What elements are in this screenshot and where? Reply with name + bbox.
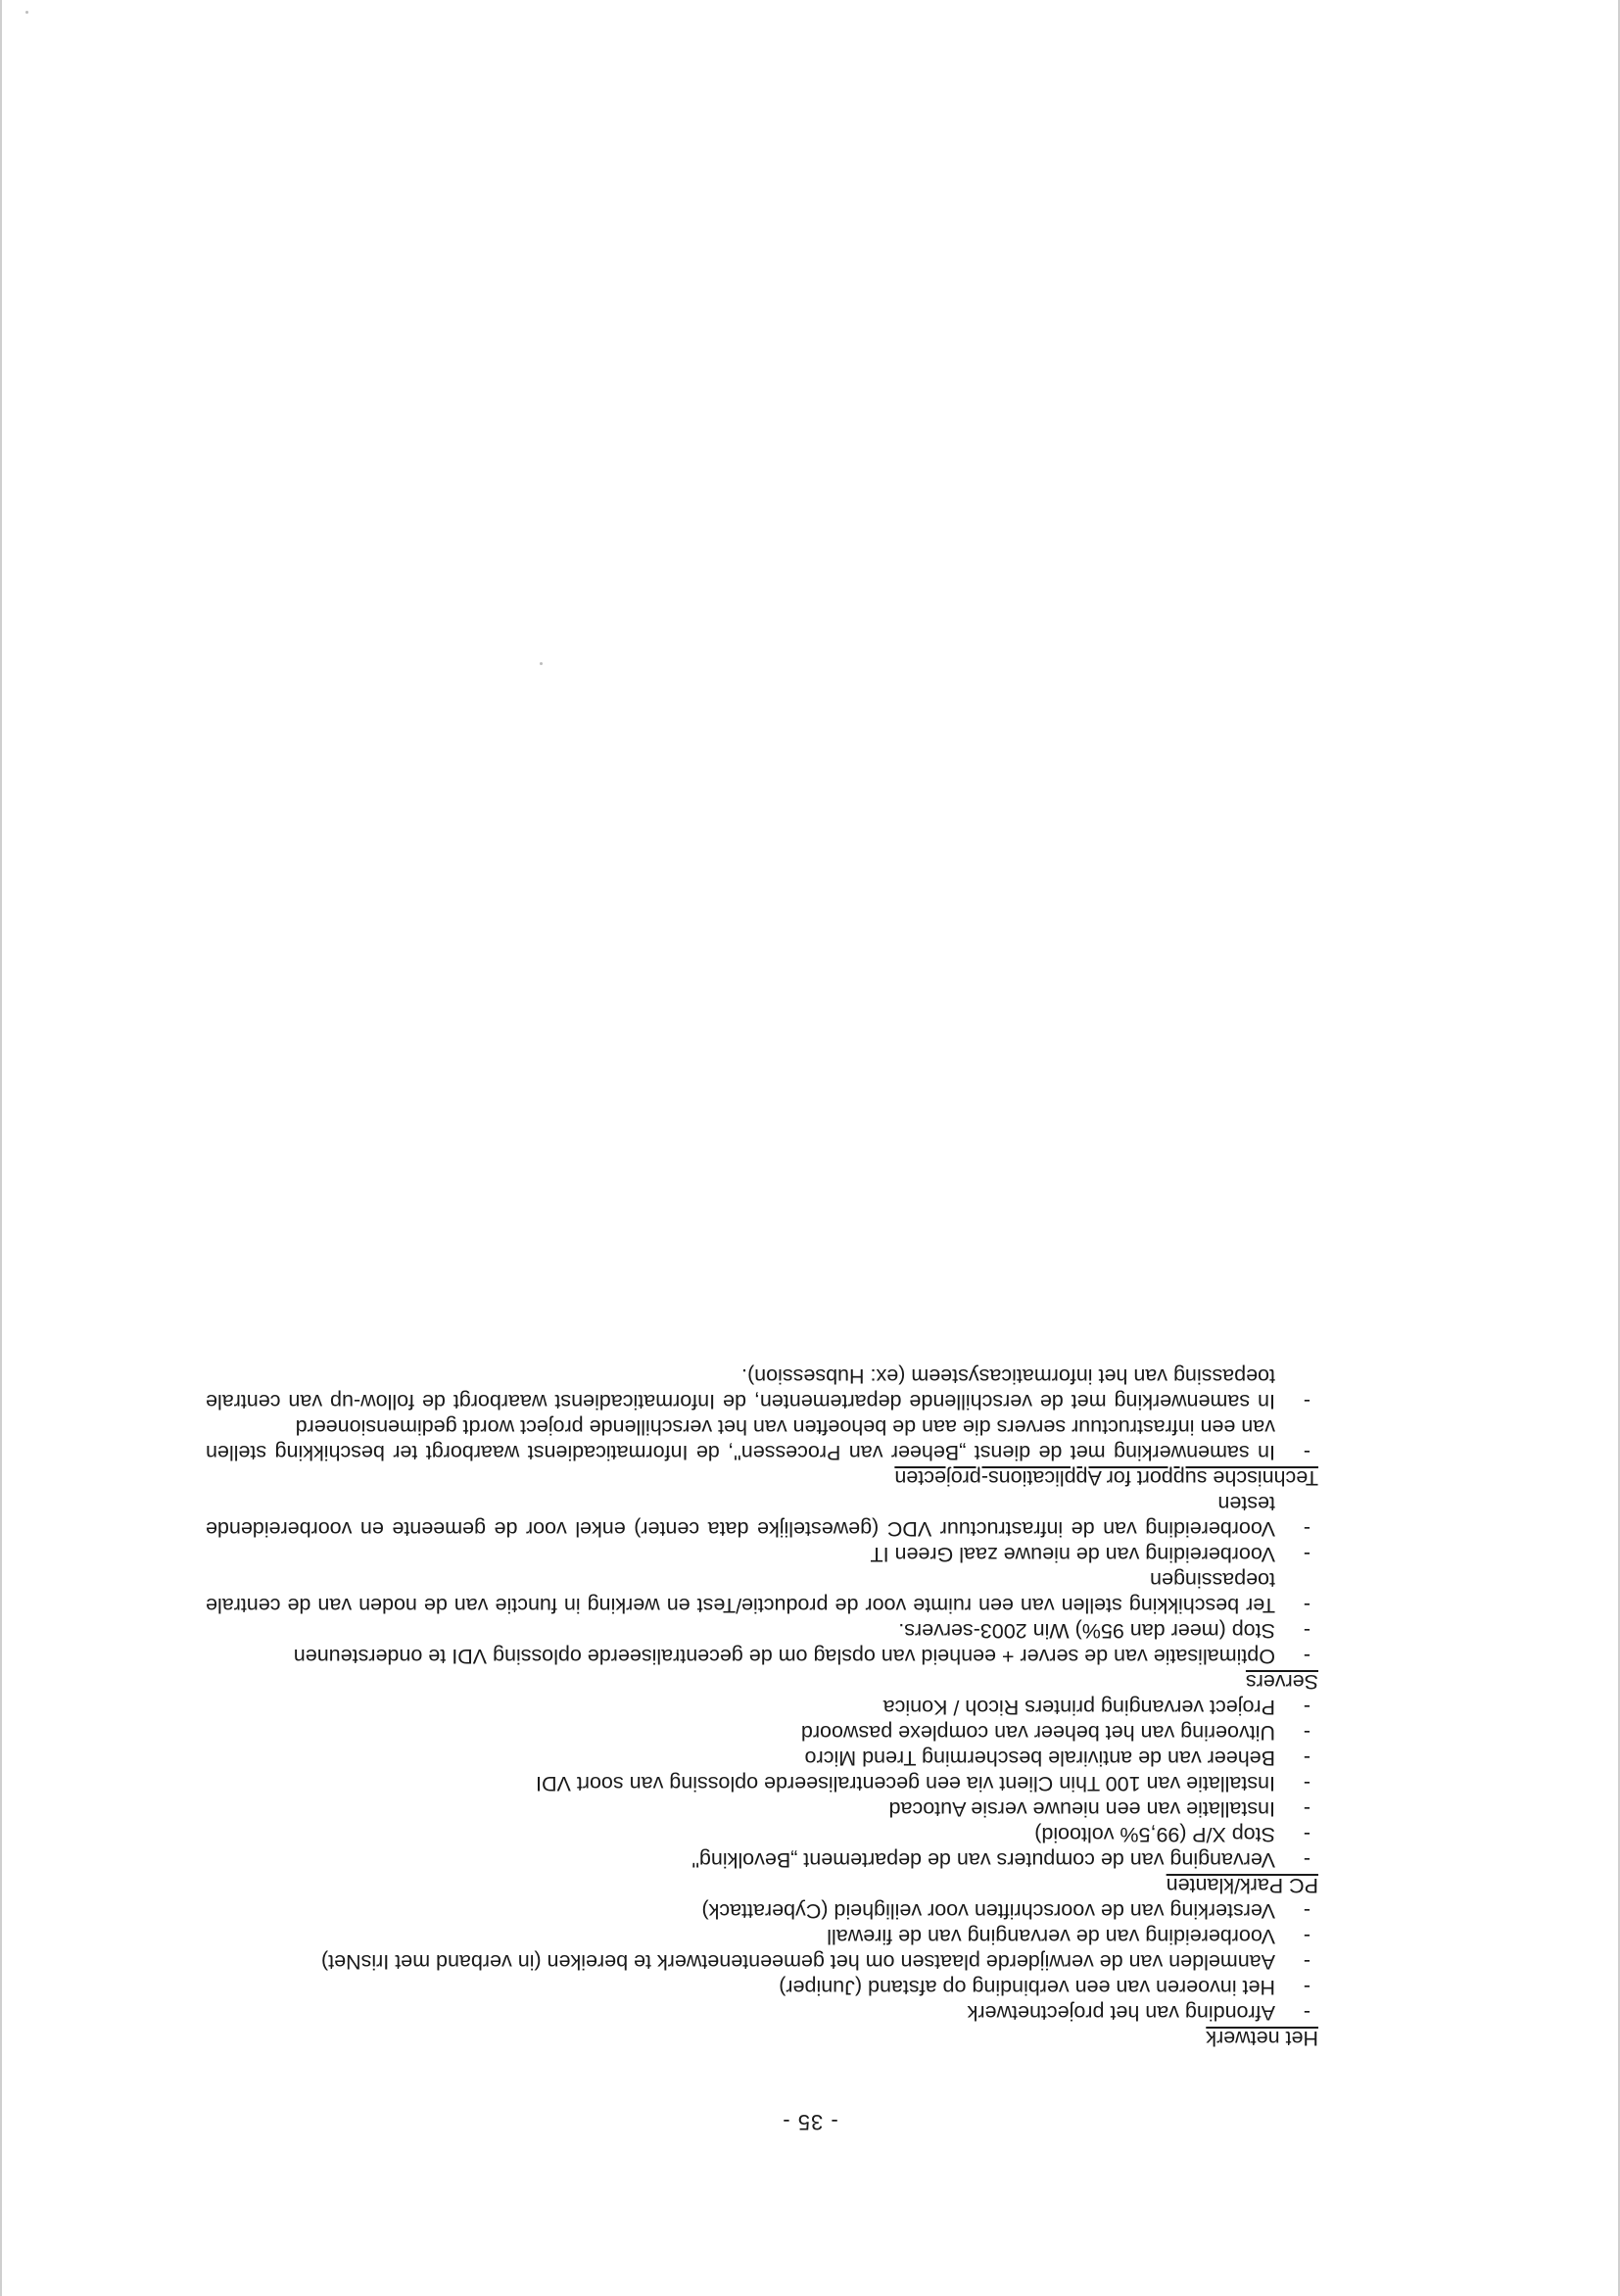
bullet-dash: - xyxy=(1303,1772,1310,1795)
list-item-text: Ter beschikking stellen van een ruimte voor de productie/Test en werking in functie van de noden van de centrale toepassingen xyxy=(206,1568,1275,1617)
list-item xyxy=(206,1796,1318,1822)
list-item-text: Installatie van een nieuwe versie Autocad xyxy=(888,1797,1275,1821)
bullet-dash: - xyxy=(1303,1976,1310,1999)
list-item xyxy=(206,1567,1318,1618)
list-item-text: Vervanging van de computers van de departement „Bevolking" xyxy=(691,1848,1275,1872)
bullet-dash: - xyxy=(1303,1543,1310,1566)
list-item xyxy=(206,1898,1318,1924)
section-heading: Het netwerk xyxy=(1206,2027,1318,2050)
bullet-dash: - xyxy=(1303,1696,1310,1719)
bullet-dash: - xyxy=(1303,1950,1310,1974)
section-heading: PC Park/klanten xyxy=(1166,1874,1318,1897)
scan-right-edge xyxy=(0,0,2,2296)
list-item-text: Het invoeren van een verbinding op afstand (Juniper) xyxy=(779,1976,1275,1999)
scan-speck xyxy=(25,11,28,14)
bullet-list xyxy=(206,1695,1318,1873)
bullet-list xyxy=(206,1491,1318,1669)
list-item xyxy=(206,1618,1318,1644)
bullet-dash: - xyxy=(1303,1899,1310,1923)
section-heading: Servers xyxy=(1245,1670,1318,1694)
bullet-dash: - xyxy=(1303,1390,1310,1413)
list-item xyxy=(206,1771,1318,1796)
list-item-text: In samenwerking met de verschillende departementen, de Informaticadienst waarborgt de follow-up van centrale toepassing van het informaticasysteem (ex: Hubsession). xyxy=(206,1364,1275,1413)
list-item-text: Project vervanging printers Ricoh / Konica xyxy=(882,1696,1275,1719)
list-item xyxy=(206,1949,1318,1975)
list-item xyxy=(206,1644,1318,1669)
list-item xyxy=(206,1746,1318,1771)
list-item xyxy=(206,1924,1318,1949)
bullet-dash: - xyxy=(1303,1441,1310,1464)
page-number: - 35 - xyxy=(782,2110,838,2134)
bullet-list xyxy=(206,1898,1318,2026)
list-item xyxy=(206,2000,1318,2026)
list-item xyxy=(206,1542,1318,1567)
list-item xyxy=(206,1847,1318,1873)
list-item-text: Versterking van de voorschriften voor veiligheid (Cyberattack) xyxy=(701,1899,1275,1923)
bullet-dash: - xyxy=(1303,1645,1310,1668)
list-item-text: Stop (meer dan 95%) Win 2003-servers. xyxy=(898,1619,1275,1643)
list-item xyxy=(206,1975,1318,2000)
list-item-text: In samenwerking met de dienst „Beheer van Processen", de Informaticadienst waarborgt ter beschikking stellen van een infrastructuur servers die aan de behoeften van het verschillende project wordt gedimensioneerd xyxy=(206,1415,1275,1464)
list-item-text: Voorbereiding van de infrastructuur VDC (gewestelijke data center) enkel voor de gemeente en voorbereidende testen xyxy=(206,1492,1275,1541)
list-item-text: Afronding van het projectnetwerk xyxy=(967,2001,1275,2025)
list-item xyxy=(206,1720,1318,1746)
bullet-dash: - xyxy=(1303,1594,1310,1617)
bullet-dash: - xyxy=(1303,1823,1310,1846)
bullet-dash: - xyxy=(1303,1797,1310,1821)
list-item-text: Voorbereiding van de nieuwe zaal Green IT xyxy=(870,1543,1275,1566)
bullet-list xyxy=(206,1363,1318,1465)
list-item-text: Optimalisatie van de server + eenheid van opslag om de gecentraliseerde oplossing VDI te ondersteunen xyxy=(293,1645,1275,1668)
bullet-dash: - xyxy=(1303,1848,1310,1872)
list-item-text: Beheer van de antivirale bescherming Trend Micro xyxy=(804,1746,1275,1770)
list-item xyxy=(206,1363,1318,1414)
list-item xyxy=(206,1414,1318,1465)
section-heading: Technische support for Applications-projecten xyxy=(894,1466,1318,1490)
list-item xyxy=(206,1822,1318,1847)
scan-speck xyxy=(540,662,543,665)
document-body xyxy=(206,1363,1318,2051)
list-item-text: Voorbereiding van de vervanging van de firewall xyxy=(827,1925,1275,1948)
bullet-dash: - xyxy=(1303,2001,1310,2025)
list-item-text: Installatie van 100 Thin Client via een gecentraliseerde oplossing van soort VDI xyxy=(536,1772,1275,1795)
bullet-dash: - xyxy=(1303,1619,1310,1643)
list-item-text: Uitvoering van het beheer van complexe paswoord xyxy=(800,1721,1275,1745)
list-item xyxy=(206,1491,1318,1542)
bullet-dash: - xyxy=(1303,1517,1310,1541)
bullet-dash: - xyxy=(1303,1925,1310,1948)
list-item xyxy=(206,1695,1318,1720)
list-item-text: Stop X/P (99,5% voltooid) xyxy=(1034,1823,1275,1846)
bullet-dash: - xyxy=(1303,1721,1310,1745)
bullet-dash: - xyxy=(1303,1746,1310,1770)
list-item-text: Aanmelden van de verwijderde plaatsen om het gemeentenetwerk te bereiken (in verband met IrisNet) xyxy=(321,1950,1275,1974)
